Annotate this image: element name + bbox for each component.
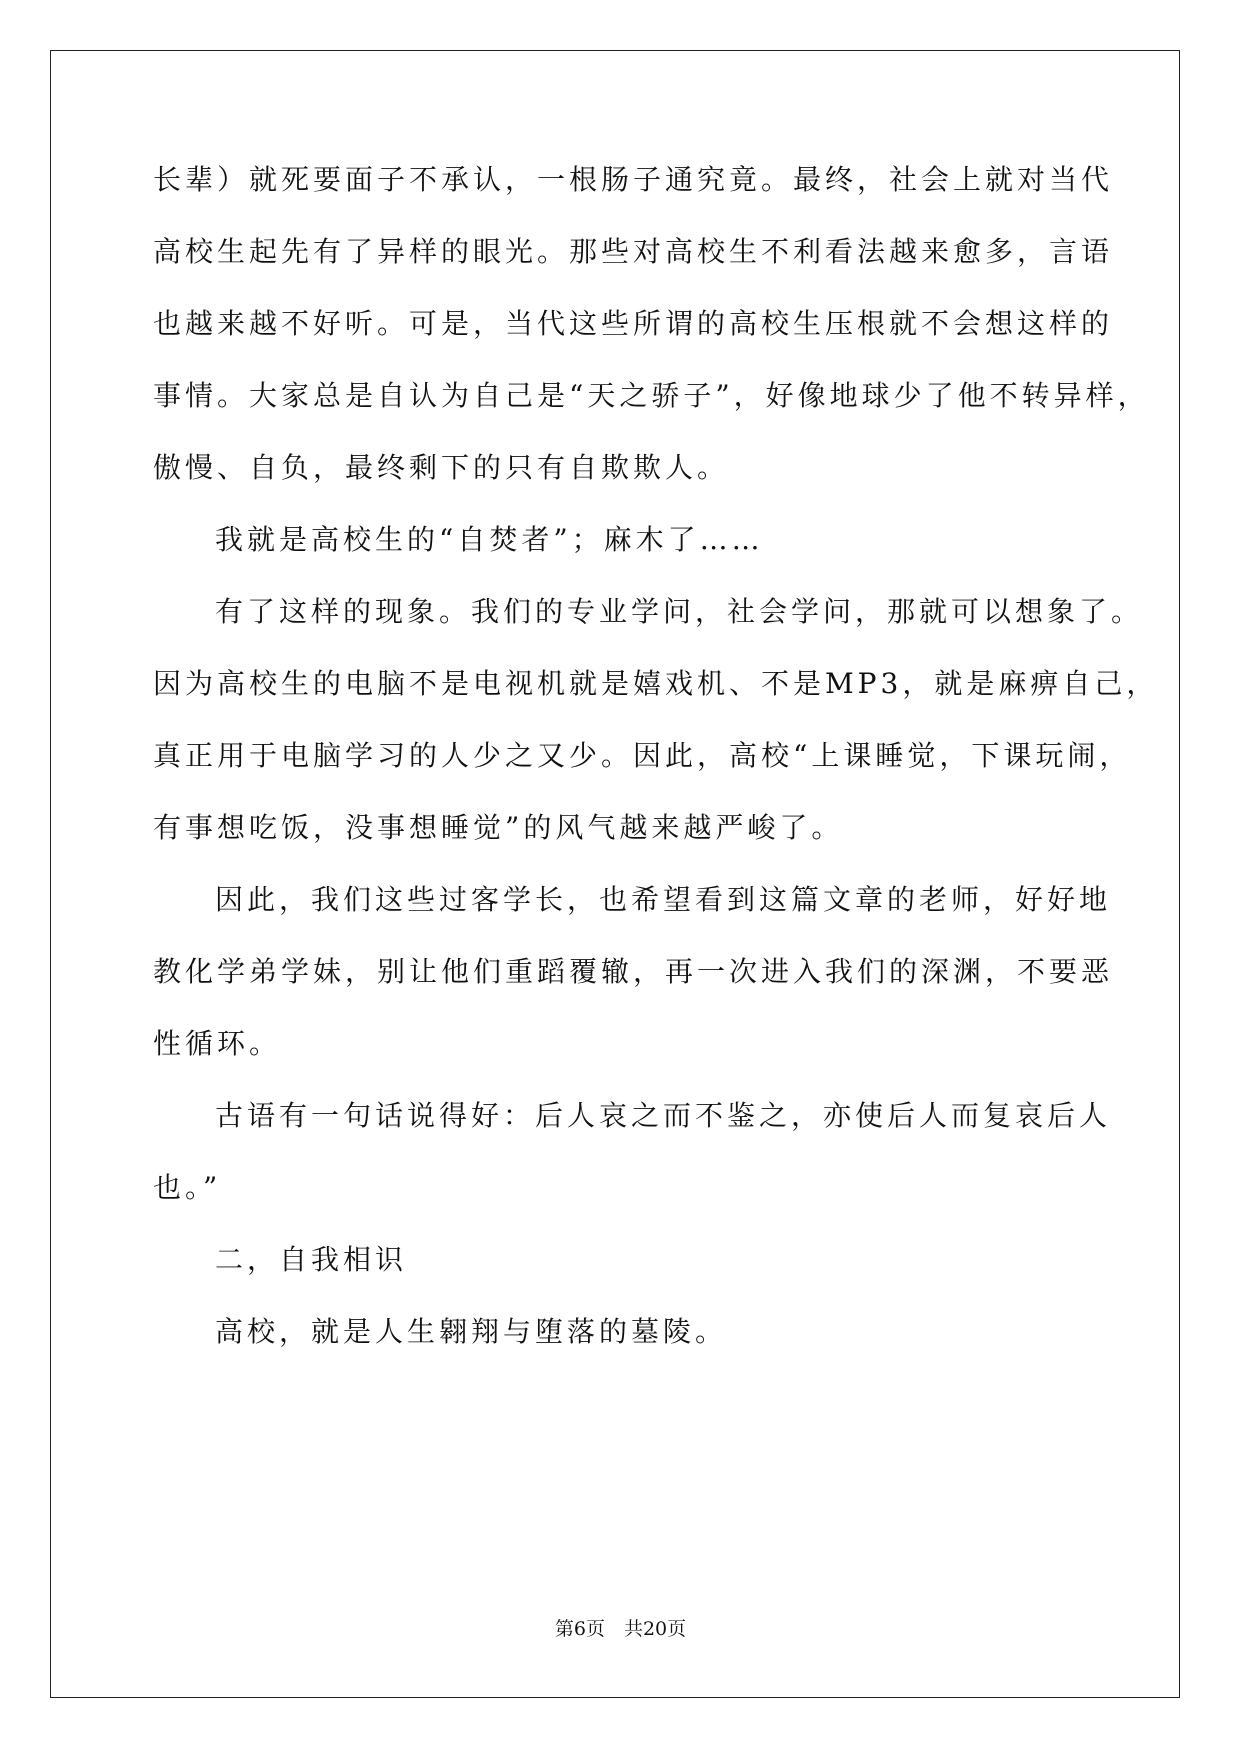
text-line: 长辈）就死要面子不承认，一根肠子通究竟。最终，社会上就对当代 <box>153 163 1114 196</box>
text-line: 事情。大家总是自认为自己是“天之骄子”，好像地球少了他不转异样， <box>153 379 1150 412</box>
text-line: 教化学弟学妹，别让他们重蹈覆辙，再一次进入我们的深渊，不要恶 <box>153 955 1114 988</box>
text-line: 也越来越不好听。可是，当代这些所谓的高校生压根就不会想这样的 <box>153 307 1114 340</box>
text-line: 也。” <box>153 1171 222 1204</box>
paragraph-line: 古语有一句话说得好：后人哀之而不鉴之，亦使后人而复哀后人 <box>215 1099 1112 1132</box>
text-line: 因为高校生的电脑不是电视机就是嬉戏机、不是MP3，就是麻痹自己， <box>153 667 1159 700</box>
paragraph-line: 我就是高校生的“自焚者”；麻木了…… <box>215 523 764 556</box>
page-footer: 第6页 共20页 <box>554 1618 687 1640</box>
text-line: 真正用于电脑学习的人少之又少。因此，高校“上课睡觉，下课玩闹， <box>153 739 1132 772</box>
text-line: 性循环。 <box>153 1027 282 1060</box>
section-heading: 二，自我相识 <box>215 1243 408 1276</box>
paragraph-line: 有了这样的现象。我们的专业学问，社会学问，那就可以想象了。 <box>215 595 1144 628</box>
page-border <box>50 50 1180 1698</box>
paragraph-line: 因此，我们这些过客学长，也希望看到这篇文章的老师，好好地 <box>215 883 1112 916</box>
text-line: 高校生起先有了异样的眼光。那些对高校生不利看法越来愈多，言语 <box>153 235 1114 268</box>
text-line: 傲慢、自负，最终剩下的只有自欺欺人。 <box>153 451 730 484</box>
text-line: 有事想吃饭，没事想睡觉”的风气越来越严峻了。 <box>153 811 844 844</box>
paragraph-line: 高校，就是人生翱翔与堕落的墓陵。 <box>215 1315 728 1348</box>
